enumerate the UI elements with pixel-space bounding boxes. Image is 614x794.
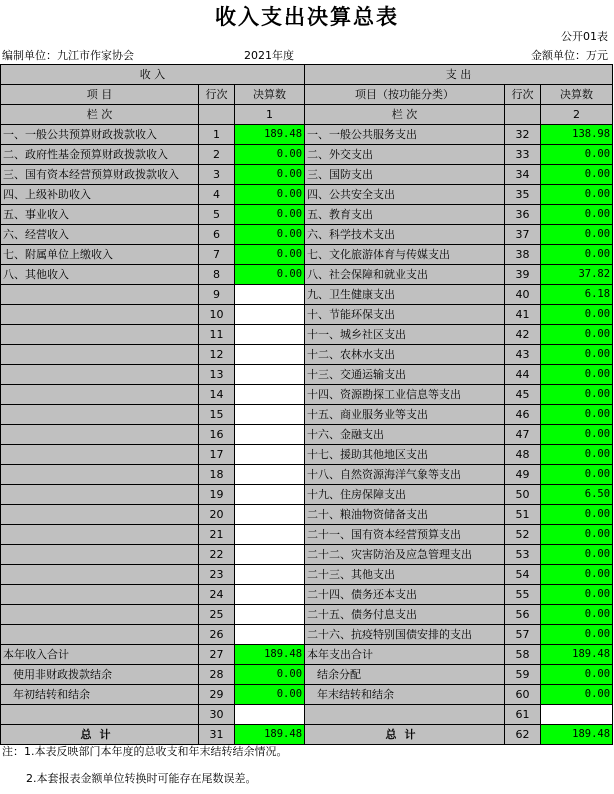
income-total-label: 总计 [1,725,199,745]
income-line-number: 21 [199,525,235,545]
income-line-number: 8 [199,265,235,285]
income-amount [235,385,305,405]
expense-item: 六、科学技术支出 [305,225,505,245]
income-summary-line: 29 [199,685,235,705]
expense-line-number: 35 [505,185,541,205]
income-line-number: 3 [199,165,235,185]
table-row [1,505,613,525]
income-summary-amount: 189.48 [235,645,305,665]
expense-amount: 0.00 [541,345,613,365]
income-line-number: 23 [199,565,235,585]
income-line-number: 19 [199,485,235,505]
expense-summary-item: 结余分配 [305,665,505,685]
expense-item: 十七、援助其他地区支出 [305,445,505,465]
table-row [1,305,613,325]
expense-header: 支 出 [305,65,613,85]
income-amount [235,345,305,365]
expense-item: 一、一般公共服务支出 [305,125,505,145]
income-summary-item: 使用非财政拨款结余 [1,665,199,685]
expense-summary-line: 61 [505,705,541,725]
expense-column-number: 2 [541,105,613,125]
expense-item: 二十一、国有资本经营预算支出 [305,525,505,545]
expense-line-number: 43 [505,345,541,365]
income-item: 四、上级补助收入 [1,185,199,205]
income-item [1,305,199,325]
expense-line-number: 47 [505,425,541,445]
income-item [1,465,199,485]
table-row [1,525,613,545]
expense-item: 十八、自然资源海洋气象等支出 [305,465,505,485]
income-line-number: 11 [199,325,235,345]
expense-summary-line: 60 [505,685,541,705]
income-summary-amount: 0.00 [235,685,305,705]
table-row [1,205,613,225]
expense-summary-line: 58 [505,645,541,665]
table-row [1,285,613,305]
expense-amount: 37.82 [541,265,613,285]
expense-line-number: 36 [505,205,541,225]
expense-amount: 0.00 [541,365,613,385]
fiscal-year: 2021年度 [244,49,294,62]
income-amount [235,365,305,385]
expense-item: 二、外交支出 [305,145,505,165]
income-item [1,625,199,645]
expense-line-number: 55 [505,585,541,605]
expense-amount: 0.00 [541,305,613,325]
expense-item: 五、教育支出 [305,205,505,225]
income-amount [235,585,305,605]
income-item [1,405,199,425]
expense-item: 十六、金融支出 [305,425,505,445]
income-amount-header: 决算数 [235,85,305,105]
expense-item: 八、社会保障和就业支出 [305,265,505,285]
table-row [1,125,613,145]
income-amount [235,485,305,505]
expense-item: 二十、粮油物资储备支出 [305,505,505,525]
income-amount: 0.00 [235,145,305,165]
expense-item: 十五、商业服务业等支出 [305,405,505,425]
form-number: 公开01表 [561,30,608,43]
expense-amount: 0.00 [541,205,613,225]
expense-line-number: 51 [505,505,541,525]
expense-line-number: 42 [505,325,541,345]
header-column-row [1,85,613,105]
income-item [1,545,199,565]
expense-amount: 0.00 [541,545,613,565]
expense-line-number: 54 [505,565,541,585]
expense-amount: 0.00 [541,245,613,265]
income-item [1,485,199,505]
amount-unit: 金额单位：万元 [531,49,608,62]
income-item: 一、一般公共预算财政拨款收入 [1,125,199,145]
expense-amount: 6.50 [541,485,613,505]
expense-line-number: 34 [505,165,541,185]
expense-item: 九、卫生健康支出 [305,285,505,305]
income-line-number: 16 [199,425,235,445]
income-item: 二、政府性基金预算财政拨款收入 [1,145,199,165]
income-line-index [199,105,235,125]
expense-line-number: 53 [505,545,541,565]
table-row [1,325,613,345]
income-item: 三、国有资本经营预算财政拨款收入 [1,165,199,185]
income-amount [235,505,305,525]
income-amount [235,565,305,585]
income-line-number: 10 [199,305,235,325]
income-item [1,605,199,625]
expense-line-number: 50 [505,485,541,505]
income-line-number: 22 [199,545,235,565]
table-row [1,605,613,625]
expense-line-number: 32 [505,125,541,145]
income-line-number: 14 [199,385,235,405]
expense-amount: 0.00 [541,425,613,445]
expense-amount: 0.00 [541,225,613,245]
expense-line-number: 44 [505,365,541,385]
table-row [1,485,613,505]
expense-item: 十一、城乡社区支出 [305,325,505,345]
income-amount [235,525,305,545]
expense-line-number: 52 [505,525,541,545]
income-line-number: 12 [199,345,235,365]
table-row [1,565,613,585]
income-amount: 189.48 [235,125,305,145]
expense-summary-item: 本年支出合计 [305,645,505,665]
income-item: 五、事业收入 [1,205,199,225]
table-row [1,225,613,245]
income-item [1,525,199,545]
income-total-line: 31 [199,725,235,745]
expense-summary-amount: 0.00 [541,665,613,685]
expense-line-number: 41 [505,305,541,325]
table-row [1,165,613,185]
table-row [1,145,613,165]
income-summary-amount: 0.00 [235,665,305,685]
expense-item: 三、国防支出 [305,165,505,185]
income-item [1,505,199,525]
expense-total-line: 62 [505,725,541,745]
income-line-number: 18 [199,465,235,485]
income-expense-table [0,64,613,745]
expense-line-number: 37 [505,225,541,245]
table-row [1,385,613,405]
summary-row [1,685,613,705]
expense-amount: 0.00 [541,465,613,485]
income-item: 七、附属单位上缴收入 [1,245,199,265]
expense-item-header: 项目（按功能分类） [305,85,505,105]
expense-summary-amount: 189.48 [541,645,613,665]
expense-item: 十三、交通运输支出 [305,365,505,385]
income-amount: 0.00 [235,225,305,245]
income-amount: 0.00 [235,205,305,225]
income-line-number: 2 [199,145,235,165]
income-summary-line: 27 [199,645,235,665]
expense-item: 二十二、灾害防治及应急管理支出 [305,545,505,565]
income-line-number: 15 [199,405,235,425]
expense-amount: 0.00 [541,445,613,465]
income-header: 收 入 [1,65,305,85]
expense-total-amount: 189.48 [541,725,613,745]
income-summary-item [1,705,199,725]
summary-row [1,705,613,725]
expense-amount: 0.00 [541,325,613,345]
expense-item: 二十六、抗疫特别国债安排的支出 [305,625,505,645]
total-row [1,725,613,745]
table-row [1,265,613,285]
income-summary-line: 30 [199,705,235,725]
income-amount [235,445,305,465]
expense-line-number: 46 [505,405,541,425]
income-line-number: 7 [199,245,235,265]
header-section-row [1,65,613,85]
expense-item: 十二、农林水支出 [305,345,505,365]
expense-item: 二十五、债务付息支出 [305,605,505,625]
income-line-number: 26 [199,625,235,645]
table-row [1,405,613,425]
income-amount [235,545,305,565]
income-item-header: 项 目 [1,85,199,105]
income-amount [235,465,305,485]
income-amount: 0.00 [235,185,305,205]
income-item [1,565,199,585]
expense-amount: 0.00 [541,165,613,185]
table-row [1,465,613,485]
income-line-number: 4 [199,185,235,205]
income-item [1,585,199,605]
expense-summary-line: 59 [505,665,541,685]
expense-amount: 0.00 [541,605,613,625]
income-line-number: 13 [199,365,235,385]
table-row [1,345,613,365]
expense-line-number: 49 [505,465,541,485]
expense-item: 二十四、债务还本支出 [305,585,505,605]
income-amount [235,605,305,625]
summary-row [1,645,613,665]
summary-row [1,665,613,685]
expense-line-number: 57 [505,625,541,645]
income-item [1,345,199,365]
income-item [1,285,199,305]
reporting-unit: 编制单位：九江市作家协会 [2,49,134,62]
income-amount [235,305,305,325]
table-row [1,585,613,605]
note-1: 注：1.本表反映部门本年度的总收支和年末结转结余情况。 [2,745,288,758]
income-item [1,325,199,345]
expense-amount: 0.00 [541,405,613,425]
expense-amount: 6.18 [541,285,613,305]
expense-line-number: 48 [505,445,541,465]
expense-summary-amount: 0.00 [541,685,613,705]
expense-amount: 138.98 [541,125,613,145]
income-amount [235,405,305,425]
income-line-number: 6 [199,225,235,245]
income-total-amount: 189.48 [235,725,305,745]
income-item [1,365,199,385]
expense-item: 四、公共安全支出 [305,185,505,205]
income-amount [235,285,305,305]
expense-summary-item: 年末结转和结余 [305,685,505,705]
income-line-number: 1 [199,125,235,145]
income-summary-item: 年初结转和结余 [1,685,199,705]
expense-item: 十四、资源勘探工业信息等支出 [305,385,505,405]
expense-item: 十、节能环保支出 [305,305,505,325]
expense-amount: 0.00 [541,145,613,165]
income-line-number: 20 [199,505,235,525]
expense-amount-header: 决算数 [541,85,613,105]
income-amount: 0.00 [235,165,305,185]
income-column-label: 栏 次 [1,105,199,125]
expense-amount: 0.00 [541,625,613,645]
expense-total-label: 总计 [305,725,505,745]
income-amount [235,425,305,445]
column-index-row [1,105,613,125]
income-amount: 0.00 [235,245,305,265]
expense-amount: 0.00 [541,565,613,585]
income-amount [235,625,305,645]
expense-line-number: 56 [505,605,541,625]
income-line-number: 5 [199,205,235,225]
income-item [1,385,199,405]
expense-item: 十九、住房保障支出 [305,485,505,505]
expense-line-index [505,105,541,125]
expense-amount: 0.00 [541,505,613,525]
income-line-number: 24 [199,585,235,605]
income-item: 八、其他收入 [1,265,199,285]
income-summary-item: 本年收入合计 [1,645,199,665]
expense-amount: 0.00 [541,585,613,605]
expense-line-number: 38 [505,245,541,265]
expense-summary-item [305,705,505,725]
income-line-number: 17 [199,445,235,465]
expense-line-number: 39 [505,265,541,285]
expense-item: 二十三、其他支出 [305,565,505,585]
income-line-number: 25 [199,605,235,625]
income-column-number: 1 [235,105,305,125]
expense-amount: 0.00 [541,385,613,405]
table-row [1,365,613,385]
expense-column-label: 栏 次 [305,105,505,125]
table-row [1,425,613,445]
income-line-number: 9 [199,285,235,305]
note-2: 2.本套报表金额单位转换时可能存在尾数误差。 [26,772,257,785]
expense-amount: 0.00 [541,525,613,545]
expense-line-header: 行次 [505,85,541,105]
expense-item: 七、文化旅游体育与传媒支出 [305,245,505,265]
income-item: 六、经营收入 [1,225,199,245]
income-line-header: 行次 [199,85,235,105]
income-summary-line: 28 [199,665,235,685]
report-title: 收入支出决算总表 [215,5,399,29]
income-item [1,445,199,465]
expense-summary-amount [541,705,613,725]
table-row [1,185,613,205]
income-summary-amount [235,705,305,725]
meta-row [0,48,614,64]
expense-line-number: 33 [505,145,541,165]
expense-amount: 0.00 [541,185,613,205]
income-item [1,425,199,445]
expense-line-number: 45 [505,385,541,405]
table-row [1,625,613,645]
expense-line-number: 40 [505,285,541,305]
income-amount: 0.00 [235,265,305,285]
income-amount [235,325,305,345]
table-row [1,445,613,465]
table-row [1,245,613,265]
table-row [1,545,613,565]
